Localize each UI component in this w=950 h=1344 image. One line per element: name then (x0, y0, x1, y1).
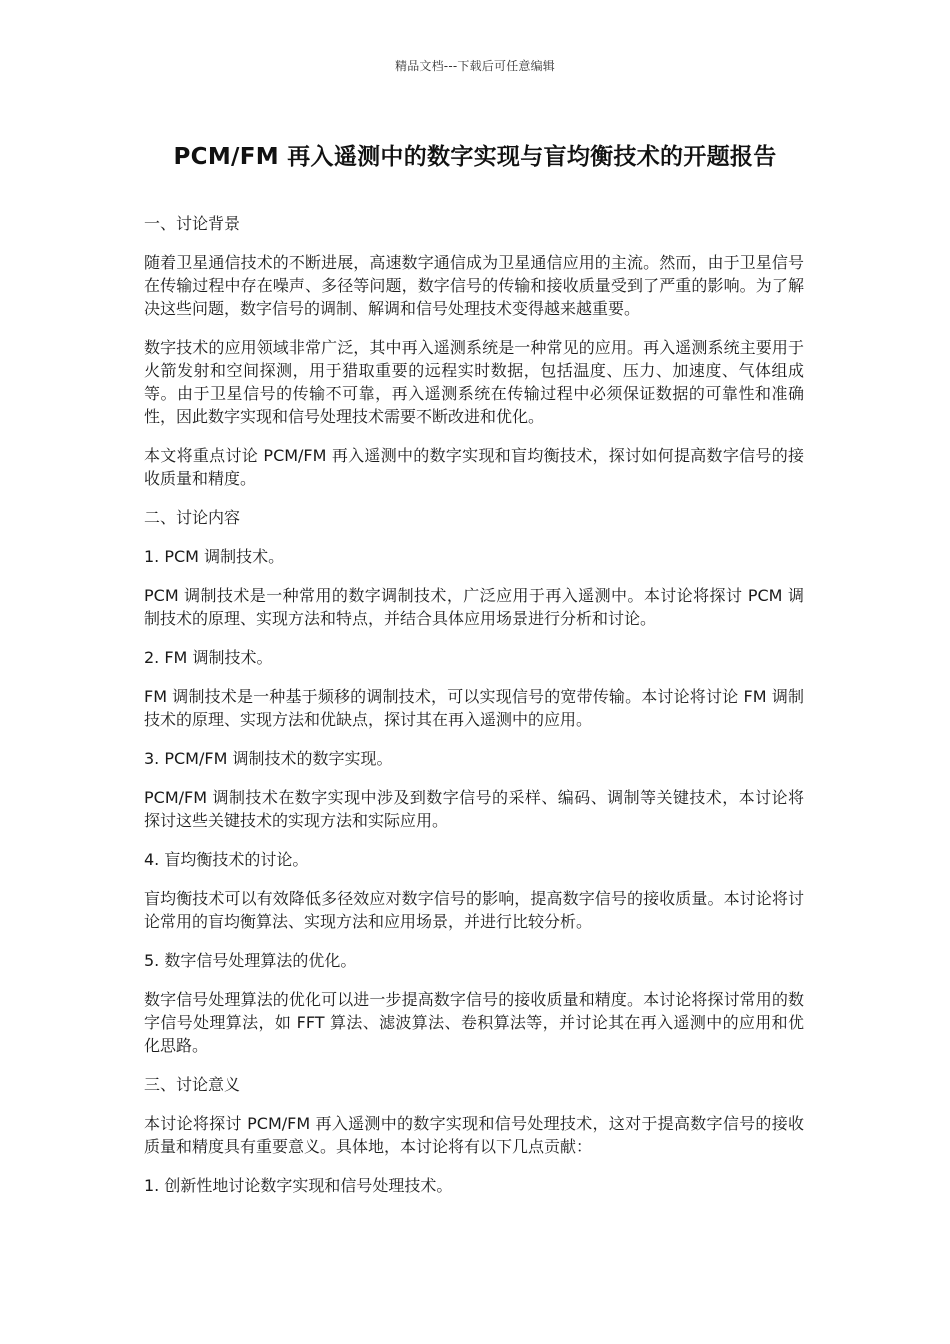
paragraph: PCM 调制技术是一种常用的数字调制技术，广泛应用于再入遥测中。本讨论将探讨 PCM 调制技术的原理、实现方法和特点，并结合具体应用场景进行分析和讨论。 (144, 586, 804, 628)
paragraph: 盲均衡技术可以有效降低多径效应对数字信号的影响，提高数字信号的接收质量。本讨论将讨论常用的盲均衡算法、实现方法和应用场景，并进行比较分析。 (144, 889, 804, 931)
list-item-heading: 1. 创新性地讨论数字实现和信号处理技术。 (144, 1176, 453, 1195)
paragraph: FM 调制技术是一种基于频移的调制技术，可以实现信号的宽带传输。本讨论将讨论 FM 调制技术的原理、实现方法和优缺点，探讨其在再入遥测中的应用。 (144, 687, 804, 729)
list-item-heading: 3. PCM/FM 调制技术的数字实现。 (144, 749, 393, 768)
list-item-heading: 1. PCM 调制技术。 (144, 547, 285, 566)
list-item-heading: 4. 盲均衡技术的讨论。 (144, 850, 309, 869)
document-title: PCM/FM 再入遥测中的数字实现与盲均衡技术的开题报告 (173, 144, 777, 170)
document-body (144, 212, 804, 1213)
paragraph: 本文将重点讨论 PCM/FM 再入遥测中的数字实现和盲均衡技术，探讨如何提高数字信号的接收质量和精度。 (144, 446, 804, 488)
header-note: 精品文档---下载后可任意编辑 (395, 59, 555, 73)
paragraph: 随着卫星通信技术的不断进展，高速数字通信成为卫星通信应用的主流。然而，由于卫星信号在传输过程中存在噪声、多径等问题，数字信号的传输和接收质量受到了严重的影响。为了解决这些问题，数字信号的调制、解调和信号处理技术变得越来越重要。 (144, 253, 804, 318)
paragraph: PCM/FM 调制技术在数字实现中涉及到数字信号的采样、编码、调制等关键技术，本讨论将探讨这些关键技术的实现方法和实际应用。 (144, 788, 804, 830)
section-heading-content: 二、讨论内容 (144, 508, 241, 527)
list-item-heading: 2. FM 调制技术。 (144, 648, 273, 667)
paragraph: 本讨论将探讨 PCM/FM 再入遥测中的数字实现和信号处理技术，这对于提高数字信号的接收质量和精度具有重要意义。具体地，本讨论将有以下几点贡献： (144, 1114, 804, 1156)
list-item-heading: 5. 数字信号处理算法的优化。 (144, 951, 357, 970)
paragraph: 数字技术的应用领域非常广泛，其中再入遥测系统是一种常见的应用。再入遥测系统主要用于火箭发射和空间探测，用于猎取重要的远程实时数据，包括温度、压力、加速度、气体组成等。由于卫星信号的传输不可靠，再入遥测系统在传输过程中必须保证数据的可靠性和准确性，因此数字实现和信号处理技术需要不断改进和优化。 (144, 338, 804, 426)
section-heading-significance: 三、讨论意义 (144, 1075, 241, 1094)
paragraph: 数字信号处理算法的优化可以进一步提高数字信号的接收质量和精度。本讨论将探讨常用的数字信号处理算法，如 FFT 算法、滤波算法、卷积算法等，并讨论其在再入遥测中的应用和优化思路。 (144, 990, 804, 1055)
section-heading-background: 一、讨论背景 (144, 214, 241, 233)
